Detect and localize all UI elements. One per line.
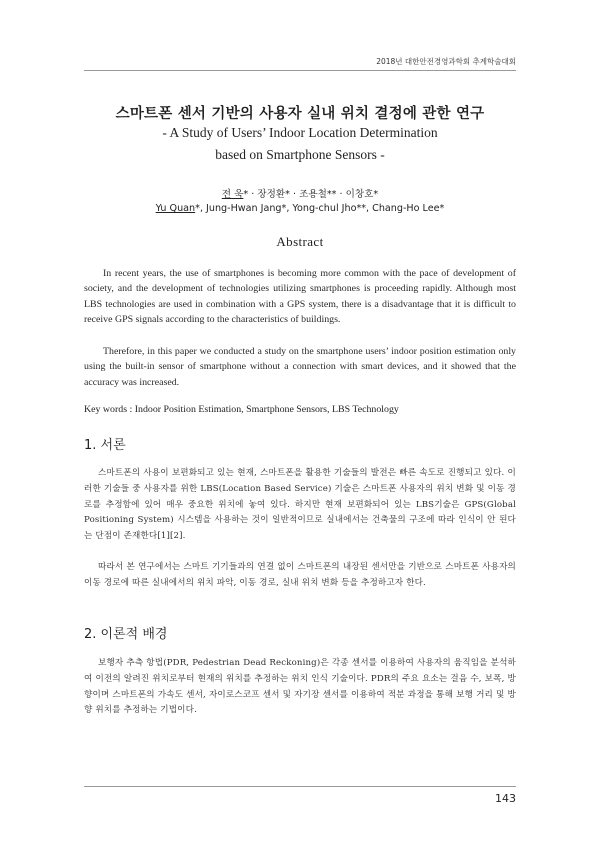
coauthors-english: *, Jung-Hwan Jang*, Yong-chul Jho**, Chang-Ho Lee*: [195, 203, 445, 214]
paper-title-korean: 스마트폰 센서 기반의 사용자 실내 위치 결정에 관한 연구: [115, 105, 485, 122]
conference-header: 2018년 대한안전경영과학회 추계학술대회: [376, 57, 516, 66]
body-paragraph: 보행자 추측 항법(PDR, Pedestrian Dead Reckoning)은 각종 센서를 이용하여 사용자의 움직임을 분석하여 이전의 알려진 위치로부터 현재의 위치를 추정하는 위치 인식 기술이다. PDR의 주요 요소는 걸음 수, 보폭, 방향이며 스마트폰의 가속도 센서, 자이로스코프 센서 및 자기장 센서를 이용하여 적분 과정을 통해 보행 거리 및 방향 위치를 추정하는 기법이다.: [84, 658, 516, 716]
authors-korean: [84, 186, 516, 200]
first-author-korean: 전 욱: [221, 189, 244, 200]
abstract-heading: Abstract: [276, 234, 324, 249]
coauthors-korean: * · 장정환* · 조용철** · 이창호*: [243, 189, 379, 200]
abstract-paragraph: In recent years, the use of smartphones is becoming more common with the pace of development of society, and the development of technologies utilizing smartphones is proceeding rapidly. Although most LBS technologies are used in combination with a GPS system, there is a disadvantage that it is difficult to receive GPS signals according to the characteristics of buildings.: [84, 268, 516, 326]
header-divider: [84, 70, 516, 71]
paper-title-english-line2: based on Smartphone Sensors -: [215, 147, 385, 162]
keywords: Key words : Indoor Position Estimation, Smartphone Sensors, LBS Technology: [84, 404, 399, 415]
footer-divider: [84, 786, 516, 787]
body-paragraph: 따라서 본 연구에서는 스마트 기기들과의 연결 없이 스마트폰의 내장된 센서만을 기반으로 스마트폰 사용자의 이동 경로에 따른 실내에서의 위치 파악, 이동 경로, 실내 위치 변화 등을 추정하고자 한다.: [84, 562, 516, 588]
section-heading-background: 2. 이론적 배경: [84, 627, 168, 642]
authors-english: [84, 203, 516, 214]
first-author-english: Yu Quan: [155, 203, 196, 214]
body-paragraph: 스마트폰의 사용이 보편화되고 있는 현재, 스마트폰을 활용한 기술들의 발전은 빠른 속도로 진행되고 있다. 이러한 기술들 중 사용자를 위한 LBS(Location Based Service) 기술은 스마트폰 사용자의 위치 변화 및 이동 경로를 추정함에 있어 매우 중요한 위치에 놓여 있다. 하지만 현재 보편화되어 있는 LBS기술은 GPS(Global Positioning System) 시스템을 사용하는 것이 일반적이므로 실내에서는 건축물의 구조에 따라 인식이 안 된다는 단점이 존재한다[1][2].: [84, 468, 516, 542]
paper-title-english-line1: - A Study of Users’ Indoor Location Determination: [162, 125, 438, 140]
abstract-paragraph: Therefore, in this paper we conducted a study on the smartphone users’ indoor position estimation only using the built-in sensor of smartphone without a connection with smart devices, and it showed that the accuracy was increased.: [84, 346, 516, 388]
page-number: 143: [495, 792, 516, 805]
section-heading-introduction: 1. 서론: [84, 438, 126, 453]
